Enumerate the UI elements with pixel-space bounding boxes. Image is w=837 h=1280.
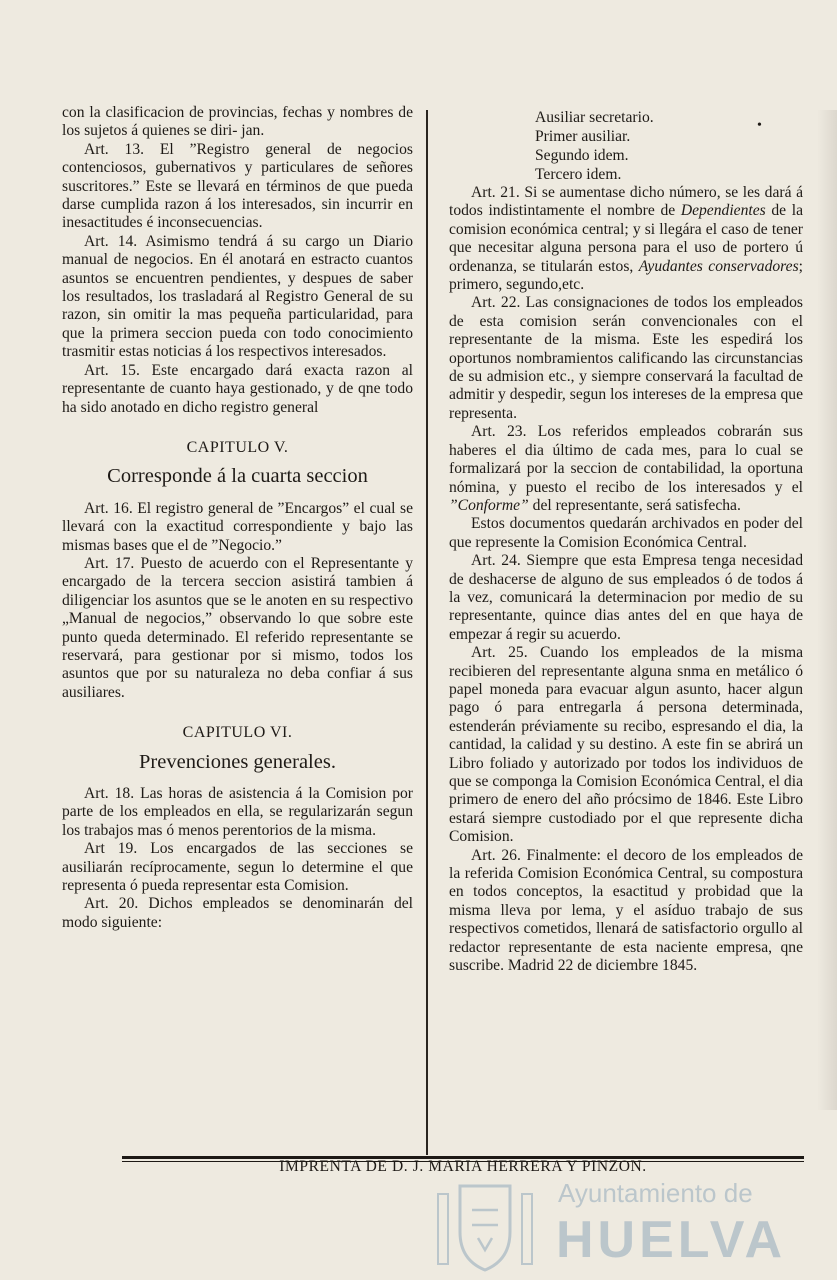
chapter-5-heading: CAPITULO V. xyxy=(186,438,289,456)
column-divider xyxy=(426,110,428,1155)
article-26: Art. 26. Finalmente: el decoro de los empleados de la referida Comision Económica Central, su compostura en todos conceptos, la esactitud y probidad que la misma lleva por lema, y el asíduo trabajo de sus respectivos cometidos, llenará de satisfactorio orgullo al redactor representante de esta naciente empresa, qne suscribe. Madrid 22 de diciembre 1845. xyxy=(449,846,803,975)
article-18: Art. 18. Las horas de asistencia á la Comision por parte de los empleados en ella, se regularizarán segun los trabajos mas ó menos perentorios de la misma. xyxy=(62,785,413,839)
archive-watermark xyxy=(430,1172,820,1272)
documents-paragraph: Estos documentos quedarán archivados en poder del que represente la Comision Económica Central. xyxy=(449,515,803,551)
article-21 xyxy=(449,184,803,294)
article-21-text-b: de la comision económica central; y si llegára el caso de tener que necesitar alguna persona para el uso de portero ú ordenanza, se titularán estos, xyxy=(449,202,803,275)
coat-of-arms-icon xyxy=(430,1180,540,1272)
article-23 xyxy=(449,423,803,515)
article-16: Art. 16. El registro general de ”Encargos” el cual se llevará con la exactitud correspondiente y bajo las mismas bases que el de ”Negocio.” xyxy=(62,499,413,554)
chapter-6-heading: CAPITULO VI. xyxy=(182,724,293,742)
left-column xyxy=(62,104,413,932)
right-column xyxy=(449,108,803,975)
ink-mark: • xyxy=(757,118,762,133)
article-21-text-a: Art. 21. Si se aumentase dicho número, se les dará á todos indistintamente el nombre de xyxy=(449,184,803,220)
paragraph-continuation: con la clasificacion de provincias, fechas y nombres de los sujetos á quienes se diri- jan. xyxy=(62,104,413,140)
chapter-6-title: Prevenciones generales. xyxy=(139,750,336,773)
article-21-emphasis-dependientes: Dependientes xyxy=(680,202,766,220)
page-edge-shadow xyxy=(817,110,837,1110)
watermark-line-1: Ayuntamiento de xyxy=(558,1178,753,1208)
list-item: Segundo idem. xyxy=(535,147,629,164)
article-15: Art. 15. Este encargado dará exacta razon al representante de cuanto haya gestionado, y de qne todo ha sido anotado en dicho registro general xyxy=(62,361,413,416)
article-13: Art. 13. El ”Registro general de negocios contenciosos, gubernativos y particulares de señores suscritores.” Este se llevará en términos de que pueda darse cumplida razon á los interesados, sin incurrir en inesactitudes é inconsecuencias. xyxy=(62,140,413,232)
article-20: Art. 20. Dichos empleados se denominarán del modo siguiente: xyxy=(62,895,413,931)
article-17: Art. 17. Puesto de acuerdo con el Representante y encargado de la tercera seccion asistirá tambien á diligenciar los asuntos que se le anoten en su respectivo „Manual de negocios,” observando lo que sobre este punto queda determinado. El referido representante se reservará, para gestionar por si mismo, todos los asuntos que por su naturaleza no deba confiar á sus ausiliares. xyxy=(62,554,413,701)
list-item: Tercero idem. xyxy=(535,166,622,183)
article-21-text-c: ; primero, segundo,etc. xyxy=(449,257,803,294)
chapter-5-title: Corresponde á la cuarta seccion xyxy=(107,465,368,488)
employee-title-list xyxy=(449,108,803,184)
article-23-emphasis-conforme: ”Conforme” xyxy=(449,496,529,514)
article-14: Art. 14. Asimismo tendrá á su cargo un Diario manual de negocios. En él anotará en estracto cuantos asuntos se encuentren pendientes, y despues de saber los resultados, los trasladará al Registro General de su razon, sin omitir la mas pequeña particularidad, para que la primera seccion pueda con todo conocimiento trasmitir estas noticias á los respectivos interesados. xyxy=(62,232,413,361)
article-19: Art 19. Los encargados de las secciones se ausiliarán recíprocamente, segun lo determine el que representa ó pueda representar esta Comision. xyxy=(62,840,413,895)
article-25: Art. 25. Cuando los empleados de la misma recibieren del representante alguna snma en metálico ó papel moneda para evacuar algun asunto, hacer algun pago ó para entregarla á persona determinada, estenderán préviamente su recibo, espresando el dia, la cantidad, la calidad y su destino. A este fin se abrirá un Libro foliado y autorizado por todos los individuos de que se componga la Comision Económica Central, el dia primero de enero del año prócsimo de 1846. Este Libro estará siempre custodiado por el que represente dicha Comision. xyxy=(449,644,803,846)
watermark-line-2: HUELVA xyxy=(556,1211,787,1269)
article-21-emphasis-ayudantes: Ayudantes conservadores xyxy=(638,257,799,275)
list-item: Primer ausiliar. xyxy=(535,128,631,145)
article-23-text-a: Art. 23. Los referidos empleados cobrarán sus haberes el dia último de cada mes, para lo cual se formalizará por la seccion de contabilidad, la oportuna nómina, y puesto el recibo de los interesados y el xyxy=(449,423,803,496)
article-23-text-b: del representante, será satisfecha. xyxy=(532,496,741,514)
article-22: Art. 22. Las consignaciones de todos los empleados de esta comision serán convencionales con el representante de la misma. Este les espedirá los oportunos nombramientos calificando las circunstancias de su admision etc., y siempre conservará la facultad de admitir y despedir, segun los intereses de la empresa que representa. xyxy=(449,294,803,422)
printer-imprint: IMPRENTA DE D. J. MARIA HERRERA Y PINZON. xyxy=(279,1158,647,1175)
list-item: Ausiliar secretario. xyxy=(535,109,654,126)
article-24: Art. 24. Siempre que esta Empresa tenga necesidad de deshacerse de alguno de sus empleados ó de todos á la vez, comunicará la determinacion por medio de su representante, quince dias antes del en que haya de empezar á regir su acuerdo. xyxy=(449,552,803,643)
